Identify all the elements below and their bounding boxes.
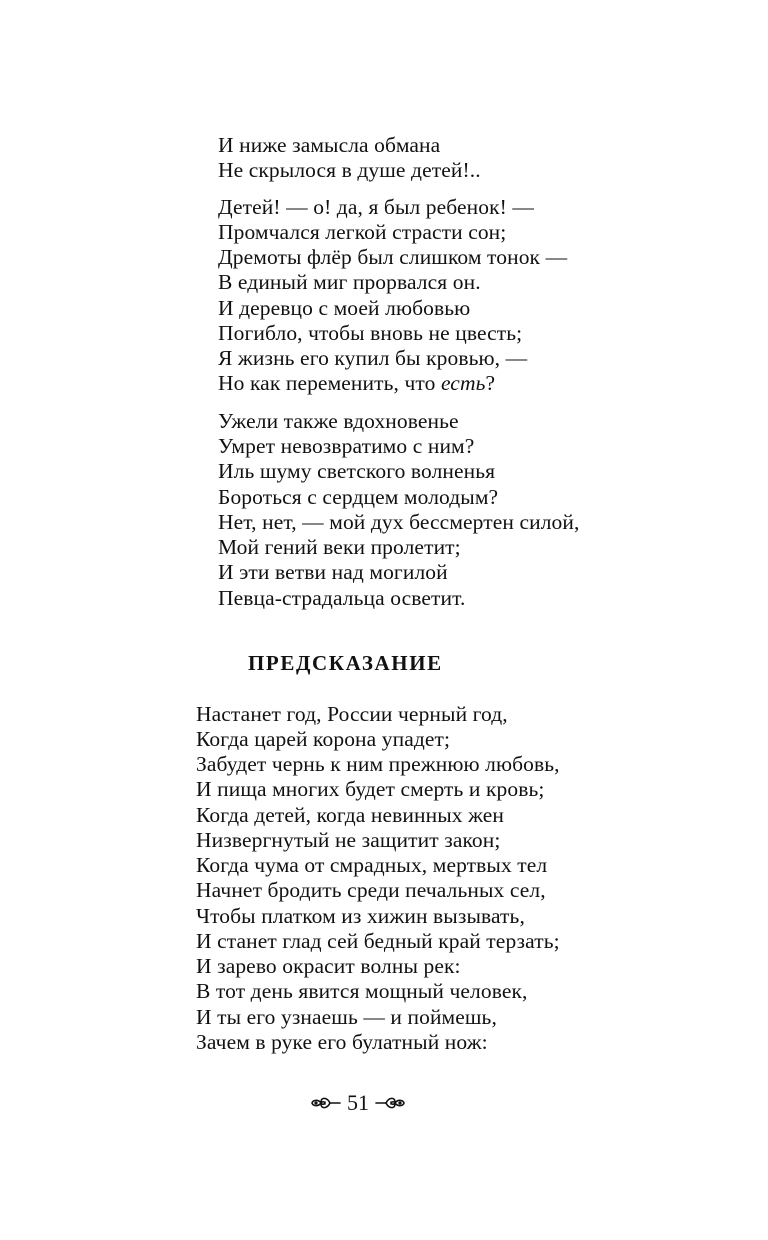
verse-line: Не скрылося в душе детей!.. (218, 158, 481, 182)
verse-line: Иль шуму светского волненья (218, 459, 496, 483)
verse-line: В тот день явится мощный человек, (196, 979, 528, 1003)
verse-line: Нет, нет, — мой дух бессмертен силой, (218, 510, 580, 534)
verse-line: И станет глад сей бедный край терзать; (196, 929, 560, 953)
verse-line: Певца-страдальца осветит. (218, 586, 466, 610)
verse-line-text: Но как переменить, что (218, 371, 441, 395)
verse-line: Погибло, чтобы вновь не цвесть; (218, 321, 523, 345)
verse-line: Промчался легкой страсти сон; (218, 220, 507, 244)
verse-line: Ужели также вдохновенье (218, 409, 459, 433)
verse-line: Когда детей, когда невинных жен (196, 803, 505, 827)
verse-line: Когда чума от смрадных, мертвых тел (196, 853, 548, 877)
verse-line: Низвергнутый не защитит закон; (196, 828, 501, 852)
verse-line: Когда царей корона упадет; (196, 727, 451, 751)
verse-line: И пища многих будет смерть и кровь; (196, 777, 545, 801)
verse-line: Забудет чернь к ним прежнюю любовь, (196, 752, 560, 776)
fleuron-left-icon (310, 1093, 342, 1113)
verse-line: Умрет невозвратимо с ним? (218, 434, 475, 458)
verse-line: И зарево окрасит волны рек: (196, 954, 461, 978)
verse-line: Мой гений веки пролетит; (218, 535, 461, 559)
verse-line-emphasis: есть (440, 371, 486, 395)
verse-line: В единый миг прорвался он. (218, 270, 481, 294)
verse-line: И ты его узнаешь — и поймешь, (196, 1005, 497, 1029)
verse-line: Начнет бродить среди печальных сел, (196, 878, 546, 902)
verse-line: И эти ветви над могилой (218, 560, 448, 584)
verse-line: И ниже замысла обмана (218, 133, 441, 157)
page-footer (0, 1090, 768, 1116)
poem-title: ПРЕДСКАЗАНИЕ (248, 651, 443, 675)
verse-line: Бороться с сердцем молодым? (218, 485, 499, 509)
verse-line: Зачем в руке его булатный нож: (196, 1030, 488, 1054)
page-number: 51 (347, 1090, 369, 1115)
verse-line: Детей! — о! да, я был ребенок! — (218, 195, 535, 219)
fleuron-right-icon (374, 1093, 406, 1113)
verse-line: Я жизнь его купил бы кровью, — (218, 346, 528, 370)
verse-line-punctuation: ? (485, 371, 496, 395)
verse-line (218, 371, 495, 396)
verse-line: Чтобы платком из хижин вызывать, (196, 904, 525, 928)
verse-line: Дремоты флёр был слишком тонок — (218, 245, 568, 269)
verse-line: Настанет год, России черный год, (196, 702, 508, 726)
verse-line: И деревцо с моей любовью (218, 296, 471, 320)
